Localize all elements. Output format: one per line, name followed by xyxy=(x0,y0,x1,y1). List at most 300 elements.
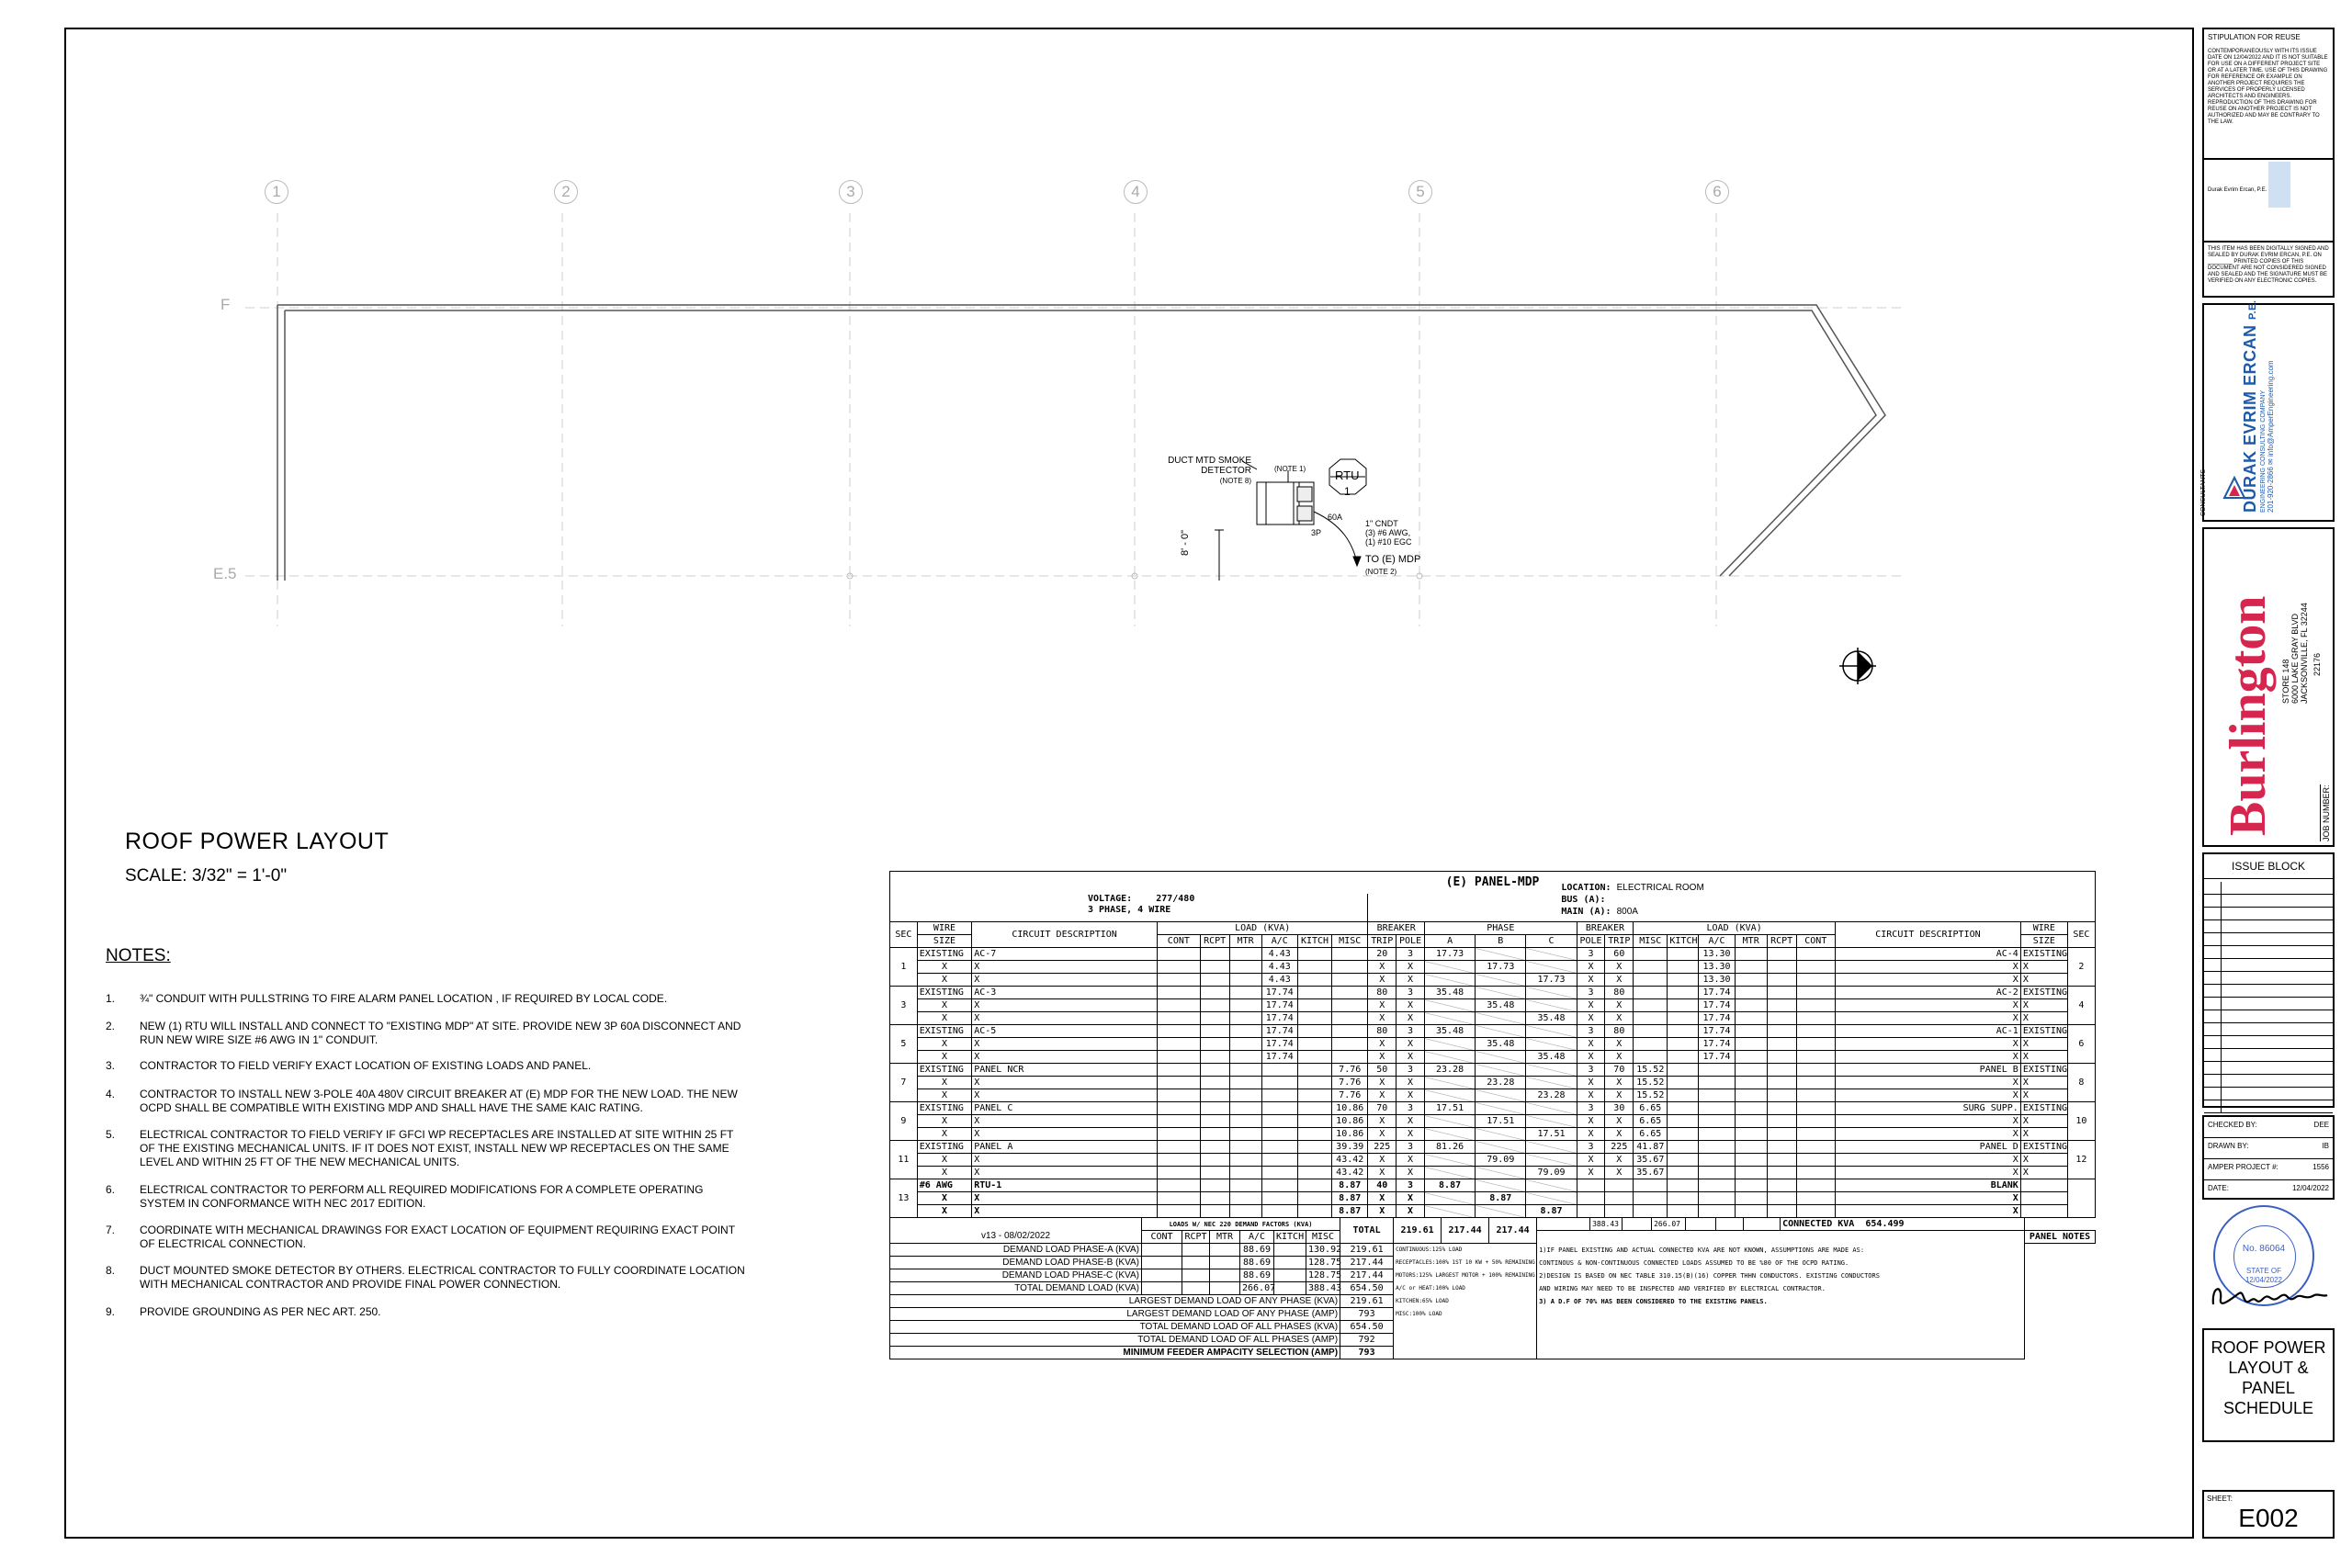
panel-cell: X xyxy=(1605,1167,1634,1179)
total-b: 217.44 xyxy=(1442,1218,1489,1244)
panel-cell: X xyxy=(1577,1154,1605,1167)
panel-row xyxy=(890,1141,2096,1154)
sec-cell: 3 xyxy=(890,987,918,1025)
panel-cell xyxy=(1735,1064,1767,1077)
factor-text xyxy=(1394,1334,1537,1347)
panel-cell: 8.87 xyxy=(1424,1179,1475,1192)
panel-cell: 50 xyxy=(1368,1064,1396,1077)
panel-cell: 17.74 xyxy=(1699,987,1735,999)
panel-cell xyxy=(1229,961,1261,974)
col-ac-r: A/C xyxy=(1699,935,1735,948)
drawing-info-box xyxy=(2202,1115,2335,1200)
conduit-label: 1" CNDT (3) #6 AWG, (1) #10 EGC xyxy=(1365,519,1412,547)
panel-cell xyxy=(1668,1012,1699,1025)
issue-line xyxy=(2204,1062,2333,1075)
panel-cell: 8.87 xyxy=(1476,1192,1526,1205)
panel-cell: X xyxy=(1396,961,1425,974)
panel-cell: 3 xyxy=(1396,1102,1425,1115)
panel-cell xyxy=(1157,974,1200,987)
to-mdp-label: TO (E) MDP xyxy=(1365,554,1421,565)
panel-cell: X xyxy=(1368,1205,1396,1218)
panel-cell xyxy=(1157,1115,1200,1128)
rtu-tag-name: RTU xyxy=(1335,468,1360,482)
panel-cell xyxy=(1229,1102,1261,1115)
panel-cell xyxy=(1796,961,1835,974)
panel-cell: X xyxy=(1396,1154,1425,1167)
panel-cell: 17.51 xyxy=(1476,1115,1526,1128)
sec-cell-r: 4 xyxy=(2067,987,2095,1025)
panel-cell xyxy=(1668,961,1699,974)
digital-signature-mark xyxy=(2268,162,2290,208)
rtu-tag-number: 1 xyxy=(1344,485,1351,498)
panel-cell xyxy=(1668,1167,1699,1179)
total-a: 219.61 xyxy=(1394,1218,1442,1244)
panel-cell xyxy=(1634,1179,1668,1192)
panel-cell xyxy=(1735,1077,1767,1089)
panel-cell: 17.73 xyxy=(1424,948,1475,961)
panel-cell xyxy=(1157,999,1200,1012)
panel-cell xyxy=(1668,948,1699,961)
panel-cell xyxy=(1297,1128,1331,1141)
col-size-r: SIZE xyxy=(2020,935,2067,948)
panel-cell xyxy=(1157,1154,1200,1167)
panel-row xyxy=(890,1064,2096,1077)
issue-line xyxy=(2204,1036,2333,1049)
summary-value: 654.50 xyxy=(1340,1321,1394,1334)
panel-cell xyxy=(1229,987,1261,999)
panel-cell xyxy=(1261,1179,1297,1192)
grid-bubble-4: 4 xyxy=(1124,180,1148,204)
panel-cell xyxy=(1476,1128,1526,1141)
panel-cell xyxy=(1735,1025,1767,1038)
panel-cell: X xyxy=(1577,1038,1605,1051)
brand-logo: Burlington xyxy=(2220,595,2277,836)
panel-cell xyxy=(1668,1077,1699,1089)
panel-cell xyxy=(1735,1038,1767,1051)
panel-row xyxy=(890,1051,2096,1064)
panel-cell: X xyxy=(2020,1089,2067,1102)
tot-ac: A/C xyxy=(1240,1231,1274,1244)
factor-text: RECEPTACLES:100% 1ST 10 KW + 50% REMAINING xyxy=(1394,1257,1537,1269)
issue-line xyxy=(2204,1010,2333,1023)
seal-number: No. 86064 xyxy=(2242,1244,2286,1254)
panel-cell: X xyxy=(1836,974,2021,987)
panel-cell: 8.87 xyxy=(1332,1179,1368,1192)
sec-cell-r: 6 xyxy=(2067,1025,2095,1064)
panel-cell: 17.74 xyxy=(1699,1025,1735,1038)
panel-cell: 40 xyxy=(1368,1179,1396,1192)
panel-cell: X xyxy=(1577,1077,1605,1089)
stipulation-text: CONTEMPORANEOUSLY WITH ITS ISSUE DATE ON 12/04/2022 AND IT IS NOT SUITABLE FOR USE ON A DIFFERENT PROJECT SITE OR AT A LATER TIME. USE OF THIS DRAWING FOR REFERENCE OR EXAMPLE ON ANOTHER PROJECT REQUIRES THE SERVICES OF PROPERLY LICENSED ARCHITECTS AND ENGINEERS. REPRODUCTION OF THIS DRAWING FOR REUSE ON ANOTHER PROJECT IS NOT AUTHORIZED AND MAY BE CONTRARY TO THE LAW. xyxy=(2208,49,2328,125)
panel-cell xyxy=(1526,987,1577,999)
panel-cell xyxy=(1229,1128,1261,1141)
panel-cell: X xyxy=(1396,974,1425,987)
panel-cell: X xyxy=(2020,1154,2067,1167)
sec-cell-r: 10 xyxy=(2067,1102,2095,1141)
demand-label: TOTAL DEMAND LOAD (KVA) xyxy=(890,1282,1142,1295)
panel-cell: AC-2 xyxy=(1836,987,2021,999)
panel-cell xyxy=(1526,1038,1577,1051)
panel-cell: X xyxy=(1368,974,1396,987)
panel-cell xyxy=(1332,974,1368,987)
panel-cell: 17.74 xyxy=(1699,999,1735,1012)
store-address: STORE 148 6000 LAKE GRAY BLVD JACKSONVILLE, FL 32244 xyxy=(2281,603,2309,704)
panel-note: AND WIRING MAY NEED TO BE INSPECTED AND VERIFIED BY ELECTRICAL CONTRACTOR. xyxy=(1537,1282,2025,1295)
issue-line xyxy=(2204,998,2333,1010)
job-number-label: JOB NUMBER: xyxy=(2322,784,2331,841)
stipulation-box xyxy=(2202,28,2335,160)
summary-label: LARGEST DEMAND LOAD OF ANY PHASE (AMP) xyxy=(890,1308,1340,1321)
panel-cell xyxy=(1796,1179,1835,1192)
panel-cell: EXISTING xyxy=(2020,1025,2067,1038)
panel-row xyxy=(890,999,2096,1012)
panel-cell: 80 xyxy=(1368,987,1396,999)
date-value: 12/04/2022 xyxy=(2291,1184,2329,1192)
panel-cell xyxy=(1699,1167,1735,1179)
panel-cell: X xyxy=(1368,1077,1396,1089)
panel-cell xyxy=(1605,1179,1634,1192)
panel-cell xyxy=(1297,1077,1331,1089)
panel-cell: X xyxy=(1368,1012,1396,1025)
panel-cell: 17.73 xyxy=(1476,961,1526,974)
panel-cell xyxy=(1200,987,1229,999)
signature xyxy=(2206,1279,2331,1315)
panel-note: 1)IF PANEL EXISTING AND ACTUAL CONNECTED KVA ARE NOT KNOWN, ASSUMPTIONS ARE MADE AS: xyxy=(1537,1244,2025,1257)
panel-cell xyxy=(1157,1192,1200,1205)
panel-cell xyxy=(1476,1064,1526,1077)
panel-cell xyxy=(1261,1077,1297,1089)
panel-cell: X xyxy=(2020,1012,2067,1025)
panel-cell: X xyxy=(1396,1192,1425,1205)
consultants-label: CONSULTANTS xyxy=(2200,468,2207,516)
panel-cell xyxy=(1796,1077,1835,1089)
panel-cell xyxy=(1229,1064,1261,1077)
panel-cell: 8.87 xyxy=(1526,1205,1577,1218)
panel-cell xyxy=(1767,961,1796,974)
panel-cell: 79.09 xyxy=(1476,1154,1526,1167)
factor-text: CONTINUOUS:125% LOAD xyxy=(1394,1244,1537,1257)
summary-value: 793 xyxy=(1340,1308,1394,1321)
issue-block-header: ISSUE BLOCK xyxy=(2204,854,2333,879)
drawing-title: ROOF POWER LAYOUT xyxy=(125,829,390,854)
factor-text: KITCHEN:65% LOAD xyxy=(1394,1295,1537,1308)
panel-cell: X xyxy=(2020,1038,2067,1051)
panel-cell: X xyxy=(1836,1089,2021,1102)
panel-cell xyxy=(1157,1012,1200,1025)
panel-row xyxy=(890,1115,2096,1128)
panel-cell xyxy=(1297,1102,1331,1115)
panel-cell xyxy=(1157,1205,1200,1218)
panel-cell: X xyxy=(2020,1077,2067,1089)
panel-cell xyxy=(1634,961,1668,974)
demand-misc: 128.75 xyxy=(1306,1257,1340,1269)
panel-cell xyxy=(1735,999,1767,1012)
panel-cell xyxy=(1796,1102,1835,1115)
panel-cell: 20 xyxy=(1368,948,1396,961)
panel-cell xyxy=(1157,1089,1200,1102)
panel-cell xyxy=(1200,1089,1229,1102)
panel-cell: X xyxy=(972,1205,1158,1218)
panel-cell: X xyxy=(1396,1205,1425,1218)
panel-cell: X xyxy=(1836,1012,2021,1025)
panel-cell: 80 xyxy=(1605,987,1634,999)
demand-ac: 88.69 xyxy=(1240,1257,1274,1269)
panel-cell: X xyxy=(917,1077,971,1089)
panel-cell xyxy=(1476,1025,1526,1038)
panel-cell: X xyxy=(917,999,971,1012)
panel-cell xyxy=(1157,987,1200,999)
panel-cell xyxy=(1476,987,1526,999)
panel-cell xyxy=(1476,1205,1526,1218)
panel-cell: X xyxy=(972,1128,1158,1141)
panel-note xyxy=(1537,1347,2025,1359)
panel-cell xyxy=(1424,1077,1475,1089)
issue-line xyxy=(2204,985,2333,998)
panel-cell: 41.87 xyxy=(1634,1141,1668,1154)
panel-cell xyxy=(1261,1167,1297,1179)
panel-cell xyxy=(1261,1064,1297,1077)
summary-label: TOTAL DEMAND LOAD OF ALL PHASES (KVA) xyxy=(890,1321,1340,1334)
breaker-label: 60A xyxy=(1328,513,1343,522)
panel-cell xyxy=(1297,1141,1331,1154)
panel-cell: X xyxy=(1368,1167,1396,1179)
total-c: 217.44 xyxy=(1489,1218,1537,1244)
panel-cell: X xyxy=(917,1051,971,1064)
panel-cell xyxy=(1668,1179,1699,1192)
panel-cell xyxy=(1200,974,1229,987)
panel-cell xyxy=(1424,1115,1475,1128)
revision: v13 - 08/02/2022 xyxy=(890,1231,1142,1244)
panel-cell xyxy=(1200,1205,1229,1218)
panel-cell xyxy=(1796,974,1835,987)
panel-cell xyxy=(1229,1154,1261,1167)
panel-cell: X xyxy=(2020,1115,2067,1128)
panel-cell xyxy=(1767,974,1796,987)
demand-misc: 128.75 xyxy=(1306,1269,1340,1282)
sheet-title: ROOF POWER LAYOUT & PANEL SCHEDULE xyxy=(2202,1328,2335,1442)
sheet-number-box xyxy=(2202,1490,2335,1539)
panel-cell xyxy=(1526,1115,1577,1128)
panel-row xyxy=(890,1012,2096,1025)
panel-cell xyxy=(1424,1051,1475,1064)
panel-cell xyxy=(1424,1192,1475,1205)
demand-total: 654.50 xyxy=(1340,1282,1394,1295)
factor-text: A/C or HEAT:100% LOAD xyxy=(1394,1282,1537,1295)
panel-cell: 17.51 xyxy=(1526,1128,1577,1141)
panel-cell xyxy=(1200,1102,1229,1115)
panel-cell xyxy=(1229,1179,1261,1192)
demand-label: DEMAND LOAD PHASE-B (KVA) xyxy=(890,1257,1142,1269)
panel-cell: X xyxy=(972,1051,1158,1064)
col-breaker: BREAKER xyxy=(1368,922,1425,935)
panel-cell xyxy=(1261,1128,1297,1141)
drawn-label: DRAWN BY: xyxy=(2208,1142,2249,1150)
panel-cell xyxy=(1157,1038,1200,1051)
panel-notes-header: PANEL NOTES xyxy=(2025,1231,2096,1244)
panel-cell xyxy=(1577,1179,1605,1192)
panel-cell xyxy=(1157,1102,1200,1115)
panel-cell: EXISTING xyxy=(917,948,971,961)
panel-cell xyxy=(1297,987,1331,999)
panel-cell xyxy=(1229,1141,1261,1154)
seal-state: STATE OF xyxy=(2246,1267,2281,1275)
panel-cell: 79.09 xyxy=(1526,1167,1577,1179)
panel-cell: 17.74 xyxy=(1261,987,1297,999)
panel-cell: 3 xyxy=(1396,1179,1425,1192)
panel-cell xyxy=(1577,1192,1605,1205)
panel-cell xyxy=(1634,1038,1668,1051)
panel-cell: X xyxy=(1368,1038,1396,1051)
summary-label: TOTAL DEMAND LOAD OF ALL PHASES (AMP) xyxy=(890,1334,1340,1347)
panel-cell: 225 xyxy=(1368,1141,1396,1154)
panel-cell xyxy=(1157,1179,1200,1192)
panel-row xyxy=(890,1102,2096,1115)
consultants-box xyxy=(2200,299,2335,522)
sec-cell: 9 xyxy=(890,1102,918,1141)
panel-cell xyxy=(1200,1064,1229,1077)
col-breaker-r: BREAKER xyxy=(1577,922,1634,935)
demand-row xyxy=(890,1282,2096,1295)
panel-cell xyxy=(1526,1192,1577,1205)
panel-cell xyxy=(1767,1154,1796,1167)
panel-cell: 3 xyxy=(1577,1064,1605,1077)
sec-cell-r: 8 xyxy=(2067,1064,2095,1102)
panel-cell: 35.67 xyxy=(1634,1154,1668,1167)
col-b: B xyxy=(1476,935,1526,948)
digital-sig-text: THIS ITEM HAS BEEN DIGITALLY SIGNED AND SEALED BY DURAK EVRIM ERCAN, P.E. ON ________ PRINTED COPIES OF THIS DOCUMENT ARE NOT CONSIDERED SIGNED AND SEALED AND THE SIGNATURE MUST BE VERIFIED ON ANY ELECTRONIC COPIES. xyxy=(2208,246,2329,284)
panel-cell: X xyxy=(1836,1205,2021,1218)
panel-cell xyxy=(1424,1167,1475,1179)
note2-label: (NOTE 2) xyxy=(1365,568,1397,576)
panel-cell xyxy=(1200,1141,1229,1154)
panel-cell: 3 xyxy=(1577,1141,1605,1154)
summary-label: LARGEST DEMAND LOAD OF ANY PHASE (KVA) xyxy=(890,1295,1340,1308)
demand-total: 217.44 xyxy=(1340,1269,1394,1282)
panel-cell: PANEL A xyxy=(972,1141,1158,1154)
panel-cell: X xyxy=(1396,1012,1425,1025)
panel-cell: X xyxy=(972,1115,1158,1128)
panel-cell xyxy=(1735,1205,1767,1218)
col-pole: POLE xyxy=(1396,935,1425,948)
panel-cell: 3 xyxy=(1396,987,1425,999)
panel-row xyxy=(890,961,2096,974)
panel-cell xyxy=(1796,1089,1835,1102)
panel-cell: 43.42 xyxy=(1332,1154,1368,1167)
demand-row xyxy=(890,1295,2096,1308)
panel-cell xyxy=(1767,1025,1796,1038)
panel-cell: 8.87 xyxy=(1332,1205,1368,1218)
panel-cell xyxy=(1735,1179,1767,1192)
col-mtr-r: MTR xyxy=(1735,935,1767,948)
panel-cell: X xyxy=(1836,1154,2021,1167)
panel-cell: 13.30 xyxy=(1699,961,1735,974)
panel-cell xyxy=(1200,1038,1229,1051)
panel-cell: X xyxy=(1577,961,1605,974)
panel-cell: X xyxy=(1577,1051,1605,1064)
panel-cell: 15.52 xyxy=(1634,1089,1668,1102)
client-box xyxy=(2202,527,2335,847)
grid-bubble-6: 6 xyxy=(1705,180,1729,204)
panel-cell xyxy=(1261,1115,1297,1128)
issue-line xyxy=(2204,1049,2333,1062)
panel-cell xyxy=(1229,1051,1261,1064)
panel-cell xyxy=(1297,1012,1331,1025)
factor-text: MISC:100% LOAD xyxy=(1394,1308,1537,1321)
panel-cell: EXISTING xyxy=(2020,1141,2067,1154)
sec-cell: 5 xyxy=(890,1025,918,1064)
panel-cell: X xyxy=(917,1115,971,1128)
panel-cell xyxy=(1424,1128,1475,1141)
panel-cell xyxy=(1476,948,1526,961)
col-circuit-r: CIRCUIT DESCRIPTION xyxy=(1836,922,2021,948)
location-value: ELECTRICAL ROOM xyxy=(1616,883,1704,893)
panel-cell xyxy=(1767,987,1796,999)
panel-cell: X xyxy=(2020,999,2067,1012)
panel-cell: X xyxy=(2020,974,2067,987)
panel-cell: X xyxy=(1396,999,1425,1012)
panel-cell: 3 xyxy=(1396,948,1425,961)
panel-cell: 3 xyxy=(1577,1102,1605,1115)
panel-cell: X xyxy=(1577,1128,1605,1141)
panel-cell xyxy=(1699,1102,1735,1115)
panel-cell xyxy=(1526,1154,1577,1167)
panel-cell xyxy=(1526,1077,1577,1089)
panel-cell xyxy=(1668,1089,1699,1102)
panel-cell xyxy=(1229,1077,1261,1089)
panel-cell: 17.74 xyxy=(1699,1038,1735,1051)
panel-row xyxy=(890,1192,2096,1205)
right-ac-total: 266.07 xyxy=(1652,1218,1686,1231)
panel-cell: 7.76 xyxy=(1332,1089,1368,1102)
panel-cell xyxy=(1668,974,1699,987)
panel-cell xyxy=(1332,1012,1368,1025)
panel-cell: X xyxy=(972,974,1158,987)
panel-cell xyxy=(1767,1089,1796,1102)
panel-cell xyxy=(1261,1141,1297,1154)
col-ac: A/C xyxy=(1261,935,1297,948)
panel-cell: 43.42 xyxy=(1332,1167,1368,1179)
panel-cell xyxy=(1634,1192,1668,1205)
issue-line xyxy=(2204,920,2333,933)
sec-cell: 11 xyxy=(890,1141,918,1179)
panel-cell: 17.74 xyxy=(1699,1012,1735,1025)
panel-cell xyxy=(1297,974,1331,987)
panel-note xyxy=(1537,1334,2025,1347)
issue-line xyxy=(2204,1023,2333,1036)
panel-cell xyxy=(1796,1012,1835,1025)
smoke-detector-label: DUCT MTD SMOKE DETECTOR (NOTE 8) xyxy=(1168,456,1251,485)
panel-cell: 39.39 xyxy=(1332,1141,1368,1154)
stipulation-header: STIPULATION FOR REUSE xyxy=(2208,33,2301,41)
panel-cell: 4.43 xyxy=(1261,974,1297,987)
panel-row xyxy=(890,1179,2096,1192)
panel-cell xyxy=(1200,1051,1229,1064)
panel-cell xyxy=(1297,1025,1331,1038)
panel-cell xyxy=(1634,999,1668,1012)
signer-name: Durak Evrim Ercan, P.E. xyxy=(2208,187,2267,193)
panel-cell: 23.28 xyxy=(1476,1077,1526,1089)
panel-row xyxy=(890,1167,2096,1179)
panel-row xyxy=(890,1077,2096,1089)
issue-block xyxy=(2202,852,2335,1108)
panel-cell: X xyxy=(1368,1128,1396,1141)
demand-ac: 266.07 xyxy=(1240,1282,1274,1295)
demand-ac: 88.69 xyxy=(1240,1244,1274,1257)
col-load-r: LOAD (KVA) xyxy=(1634,922,1836,935)
notes-header: NOTES: xyxy=(106,946,171,965)
panel-cell xyxy=(1424,1038,1475,1051)
panel-cell: X xyxy=(1605,1051,1634,1064)
